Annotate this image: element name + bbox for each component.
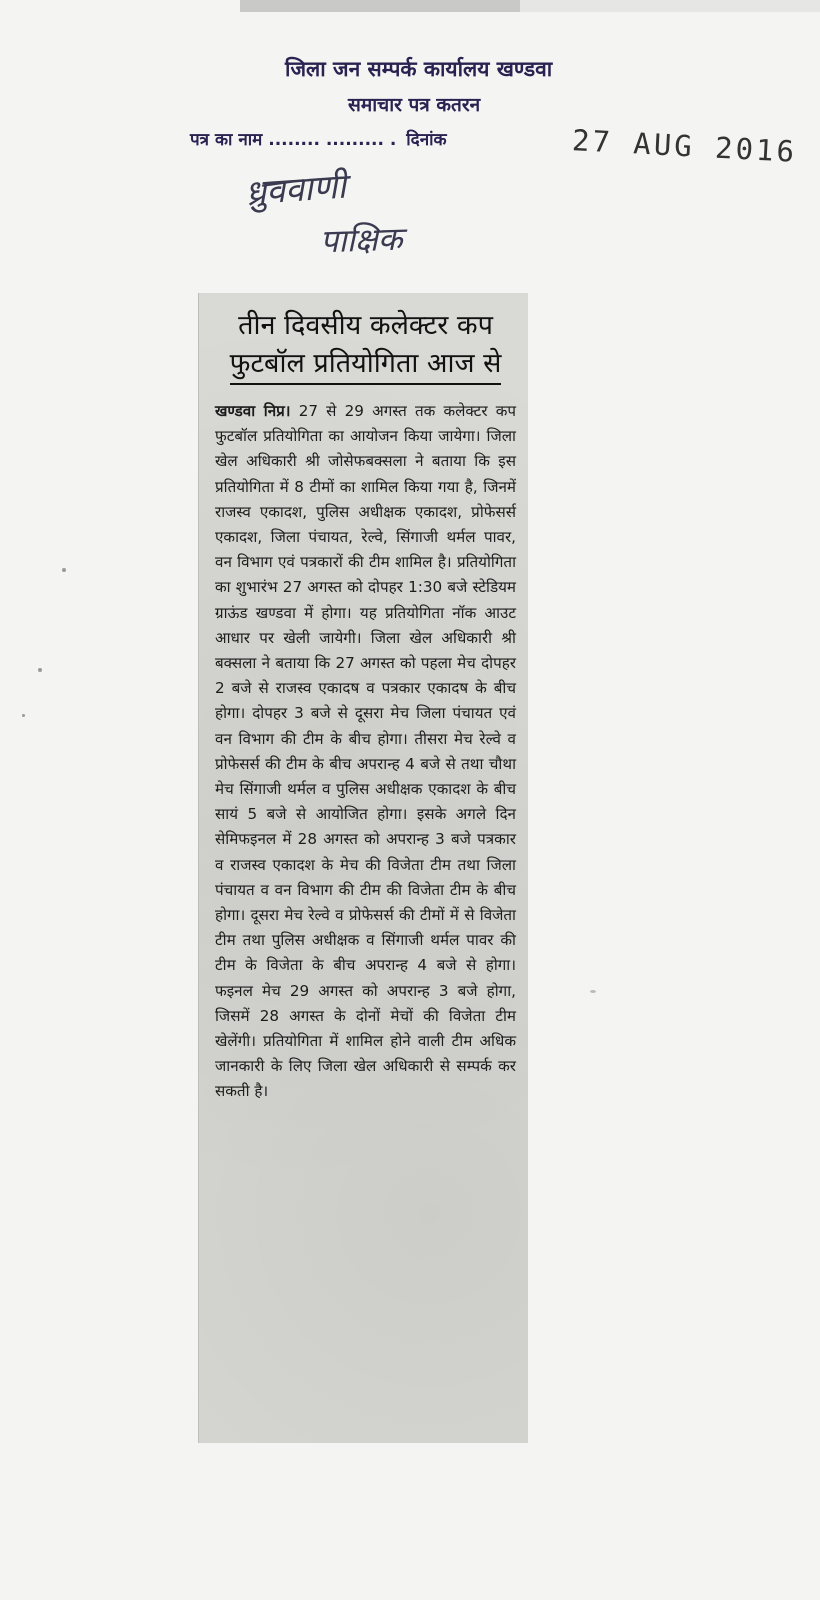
newspaper-name-row (190, 127, 447, 150)
article-headline (215, 307, 516, 385)
headline-line-2: फुटबॉल प्रतियोगिता आज से (230, 345, 502, 385)
newspaper-clipping (198, 293, 528, 1443)
scan-top-edge-light (520, 0, 820, 12)
clipping-subtitle: समाचार पत्र कतरन (348, 94, 481, 116)
date-label: दिनांक (406, 130, 447, 150)
article-text: 27 से 29 अगस्त तक कलेक्टर कप फुटबॉल प्रतियोगिता का आयोजन किया जायेगा। जिला खेल अधिकारी श्री जोसेफबक्सला ने बताया कि इस प्रतियोगिता में 8 टीमों का शामिल किया गया है, जिनमें राजस्व एकादश, पुलिस अधीक्षक एकादश, प्रोफेसर्स एकादश, जिला पंचायत, रेल्वे, सिंगाजी थर्मल पावर, वन विभाग एवं पत्रकारों की टीम शामिल है। प्रतियोगिता का शुभारंभ 27 अगस्त को दोपहर 1:30 बजे स्टेडियम ग्राऊंड खण्डवा में होगा। यह प्रतियोगिता नॉक आउट आधार पर खेली जायेगी। जिला खेल अधिकारी श्री बक्सला ने बताया कि 27 अगस्त को पहला मेच दोपहर 2 बजे से राजस्व एकादष व पत्रकार एकादष के बीच होगा। दोपहर 3 बजे से दूसरा मेच जिला पंचायत एवं वन विभाग की टीम के बीच होगा। तीसरा मेच रेल्वे व प्रोफेसर्स की टीम के बीच अपरान्ह 4 बजे से तथा चौथा मेच सिंगाजी थर्मल व पुलिस अधीक्षक एकादश के बीच सायं 5 बजे से आयोजित होगा। इसके अगले दिन सेमिफइनल में 28 अगस्त को अपरान्ह 3 बजे पत्रकार व राजस्व एकादश के मेच की विजेता टीम तथा जिला पंचायत व वन विभाग की टीम की विजेता टीम के बीच होगा। दूसरा मेच रेल्वे व प्रोफेसर्स की टीमों में से विजेता टीम तथा पुलिस अधीक्षक व सिंगाजी थर्मल पावर की टीम के विजेता के बीच अपरान्ह 4 बजे से होगा। फइनल मेच 29 अगस्त को अपरान्ह 3 बजे होगा, जिसमें 28 अगस्त के दोनों मेचों की विजेता टीम खेलेंगी। प्रतियोगिता में शामिल होने वाली टीम अधिक जानकारी के लिए जिला खेल अधिकारी से सम्पर्क कर सकती है। (215, 402, 517, 1101)
headline-line-1: तीन दिवसीय कलेक्टर कप (238, 310, 493, 341)
scan-speck (22, 714, 25, 717)
scan-top-edge (240, 0, 520, 12)
article-dateline: खण्डवा निप्र। (215, 402, 291, 420)
date-stamp: 27 AUG 2016 (571, 123, 798, 169)
handwritten-frequency: पाक्षिक (319, 219, 403, 261)
scan-speck (62, 568, 66, 572)
article-body (215, 399, 516, 1105)
scan-speck (38, 668, 42, 672)
handwritten-newspaper-name: ध्रुववाणी (243, 166, 348, 214)
scan-speck (590, 990, 596, 993)
newspaper-label: पत्र का नाम ........ ......... . (190, 130, 397, 150)
office-name: जिला जन सम्पर्क कार्यालय खण्डवा (285, 57, 553, 81)
